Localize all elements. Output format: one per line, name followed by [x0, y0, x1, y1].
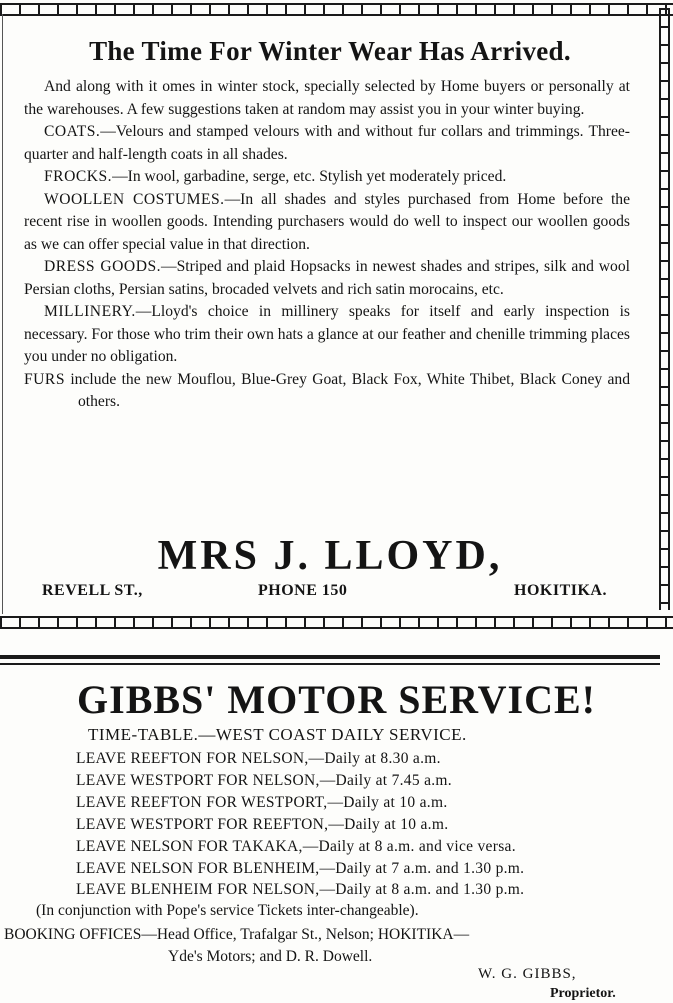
town-name: HOKITIKA.: [514, 582, 607, 599]
section-head: MILLINERY.: [44, 303, 136, 320]
advertiser-name: MRS J. LLOYD,: [157, 533, 503, 579]
top-chain-border: [0, 3, 673, 16]
section-woollen-costumes: [24, 189, 630, 257]
timetable-row: LEAVE WESTPORT FOR REEFTON,—Daily at 10 a.m.: [76, 816, 449, 833]
section-head: DRESS GOODS.: [44, 258, 162, 275]
section-head: FURS: [24, 370, 66, 388]
ticket-note: (In conjunction with Pope's service Tickets inter-changeable).: [36, 902, 419, 919]
timetable-row: LEAVE BLENHEIM FOR NELSON,—Daily at 8 a.m. and 1.30 p.m.: [76, 881, 525, 898]
column-separator-thick: [0, 655, 660, 659]
section-dress-goods: [24, 256, 630, 301]
timetable-row: LEAVE REEFTON FOR WESTPORT,—Daily at 10 a.m.: [76, 794, 448, 811]
timetable-row: LEAVE WESTPORT FOR NELSON,—Daily at 7.45 a.m.: [76, 772, 452, 789]
ad-body: [24, 76, 630, 414]
section-head: WOOLLEN COSTUMES.: [44, 190, 225, 208]
section-coats: [24, 121, 630, 166]
proprietor-title: Proprietor.: [550, 986, 616, 1001]
section-head: FROCKS.: [44, 168, 113, 185]
timetable-row: LEAVE NELSON FOR BLENHEIM,—Daily at 7 a.m. and 1.30 p.m.: [76, 860, 525, 877]
phone-number: PHONE 150: [258, 582, 348, 599]
bottom-chain-border: [0, 616, 673, 629]
motor-service-headline: GIBBS' MOTOR SERVICE!: [77, 677, 596, 722]
booking-offices-line-2: Yde's Motors; and D. R. Dowell.: [168, 948, 373, 965]
section-text: —In all shades and styles purchased from Home before the recent rise in woollen goods. Intending purchasers would do well to inspect our woollen goods as we can offer special value in that direction.: [24, 190, 631, 253]
section-text: —Striped and plaid Hopsacks in newest shades and stripes, silk and wool Persian cloths, Persian satins, brocaded velvets and rich satin morocains, etc.: [24, 258, 630, 298]
section-text: include the new Mouflou, Blue-Grey Goat, Black Fox, White Thibet, Black Coney and others.: [65, 370, 630, 410]
booking-offices-line-1: BOOKING OFFICES—Head Office, Trafalgar St., Nelson; HOKITIKA—: [4, 926, 470, 943]
timetable-row: LEAVE NELSON FOR TAKAKA,—Daily at 8 a.m. and vice versa.: [76, 838, 516, 855]
right-chain-border: [659, 8, 670, 610]
section-millinery: [24, 301, 630, 369]
section-text: —Velours and stamped velours with and without fur collars and trimmings. Three-quarter and half-length coats in all shades.: [24, 123, 630, 163]
street-address: REVELL ST.,: [42, 582, 143, 599]
section-text: —Lloyd's choice in millinery speaks for itself and early inspection is necessary. For those who trim their own hats a glance at our feather and chenille trimming places you under no obligation.: [24, 303, 630, 365]
section-furs: [24, 369, 630, 414]
timetable-subtitle: TIME-TABLE.—WEST COAST DAILY SERVICE.: [88, 725, 467, 744]
section-text: —In wool, garbadine, serge, etc. Stylish yet moderately priced.: [112, 168, 507, 185]
proprietor-signature: W. G. GIBBS,: [478, 966, 577, 982]
ad-intro: And along with it omes in winter stock, specially selected by Home buyers or personally at the warehouses. A few suggestions taken at random may assist you in your winter buying.: [24, 78, 630, 118]
section-frocks: [24, 166, 630, 189]
column-separator-thin: [0, 663, 660, 665]
timetable-row: LEAVE REEFTON FOR NELSON,—Daily at 8.30 a.m.: [76, 750, 441, 767]
left-rule: [2, 14, 3, 614]
section-head: COATS.: [44, 123, 101, 140]
ad-headline: The Time For Winter Wear Has Arrived.: [89, 36, 571, 66]
